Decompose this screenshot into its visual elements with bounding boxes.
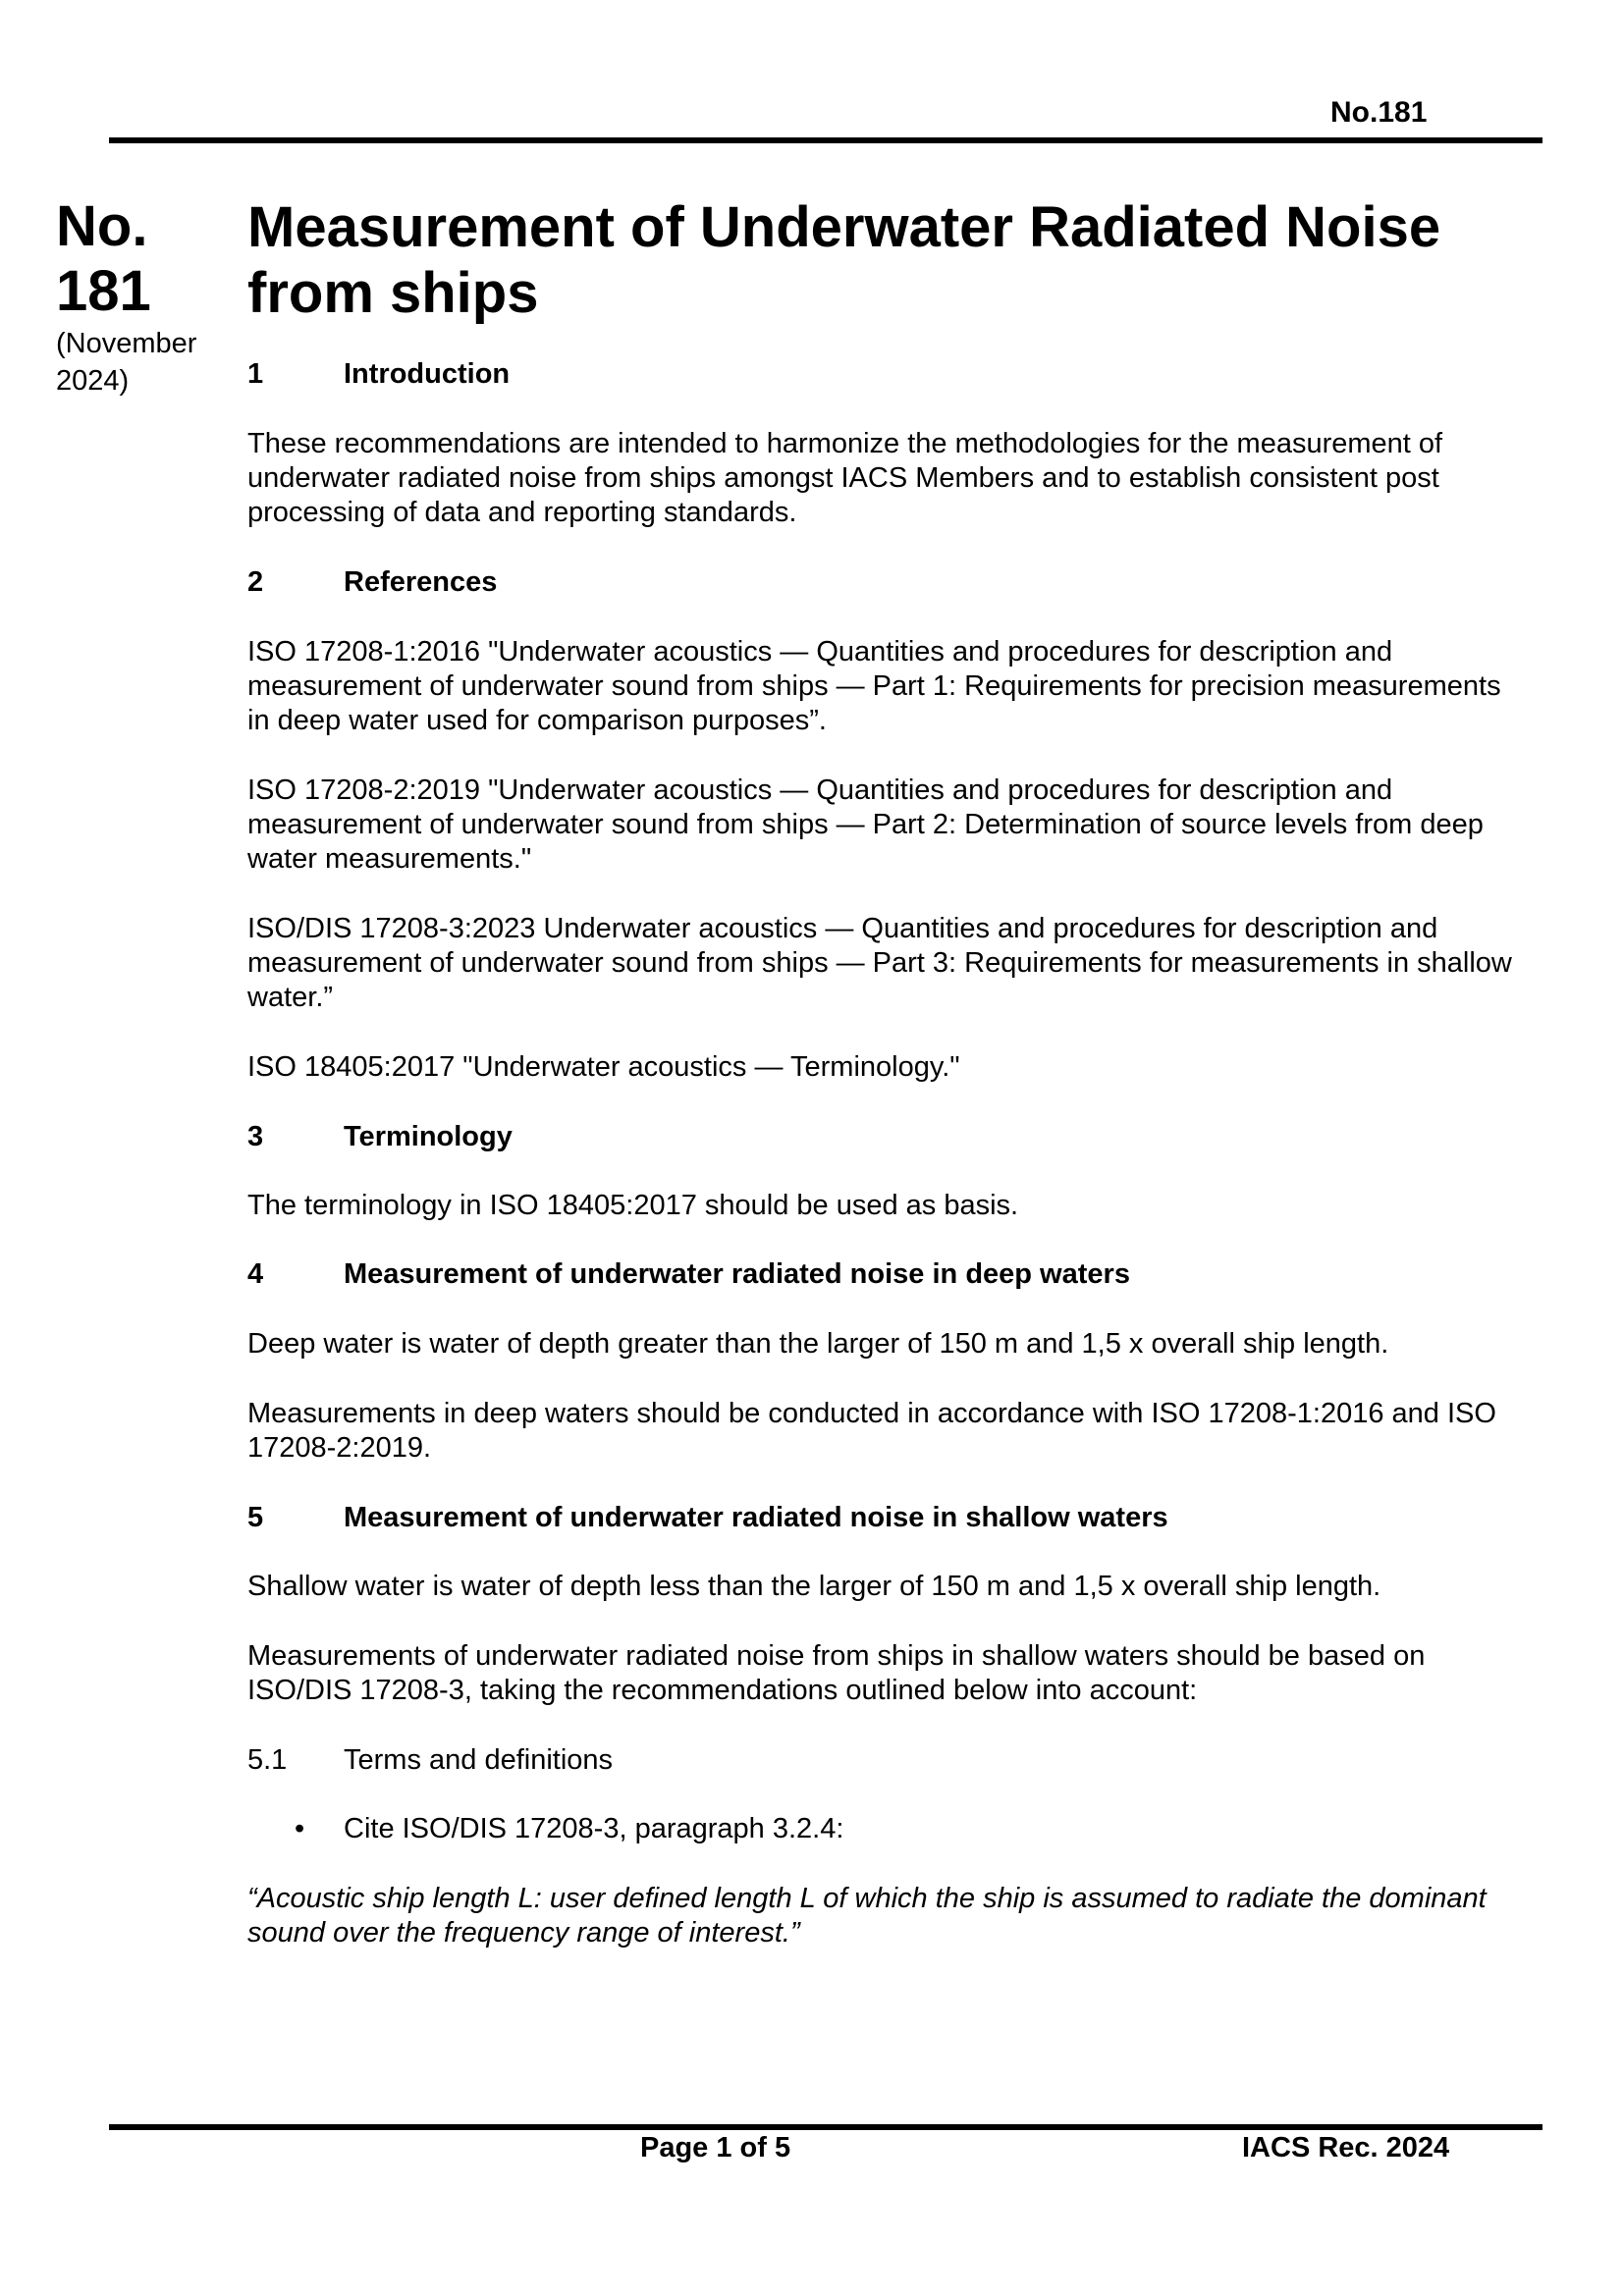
terminology-paragraph: The terminology in ISO 18405:2017 should be used as basis. [247,1190,1019,1221]
shallow-water-definition: Shallow water is water of depth less than the larger of 150 m and 1,5 x overall ship length. [247,1571,1381,1602]
reference-item: ISO/DIS 17208-3:2023 Underwater acoustics — Quantities and procedures for description and measurement of underwater sound from ships — Part 3: Requirements for measurements in shallow water.” [247,913,1512,1013]
section-title: Introduction [344,358,511,390]
deep-water-measurement: Measurements in deep waters should be conducted in accordance with ISO 17208-1:2016 and ISO 17208-2:2019. [247,1398,1496,1464]
sidebar-date-year: 2024) [56,365,130,397]
page-number: Page 1 of 5 [640,2132,791,2163]
section-1-heading [247,357,1514,392]
bullet-mark: • [295,1813,305,1844]
footer-rec-label: IACS Rec. 2024 [1242,2132,1450,2163]
document-title: Measurement of Underwater Radiated Noise from ships [247,195,1441,325]
definition-quote: “Acoustic ship length L: user defined length L of which the ship is assumed to radiate the dominant sound over the frequency range of interest.” [247,1883,1487,1949]
sidebar-rec-number [56,194,196,399]
header-rule [109,137,1542,143]
footer-rule [109,2124,1542,2130]
reference-item: ISO 17208-2:2019 "Underwater acoustics — Quantities and procedures for description and measurement of underwater sound from ships — Part 2: Determination of source levels from deep water measurements." [247,774,1484,875]
section-2-heading [247,565,1514,600]
section-4-heading [247,1257,1514,1292]
sidebar-no: No. [56,194,148,258]
subsection-title: Terms and definitions [344,1744,614,1776]
header-number: No.181 [1330,96,1428,129]
intro-paragraph: These recommendations are intended to harmonize the methodologies for the measurement of underwater radiated noise from ships amongst IACS Members and to establish consistent post processing of data and reporting standards. [247,428,1443,528]
reference-item: ISO 18405:2017 "Underwater acoustics — Terminology." [247,1051,960,1083]
section-title: Measurement of underwater radiated noise in deep waters [344,1258,1130,1290]
deep-water-definition: Deep water is water of depth greater than the larger of 150 m and 1,5 x overall ship length. [247,1328,1389,1360]
section-5-heading [247,1501,1514,1535]
section-title: Measurement of underwater radiated noise in shallow waters [344,1502,1168,1533]
section-number: 4 [247,1258,264,1290]
section-number: 2 [247,566,264,598]
reference-item: ISO 17208-1:2016 "Underwater acoustics — Quantities and procedures for description and measurement of underwater sound from ships — Part 1: Requirements for precision measurements in deep water used for comparison purposes”. [247,636,1501,736]
subsection-5-1-heading [247,1743,1514,1778]
subsection-number: 5.1 [247,1744,288,1776]
bullet-item [295,1812,1512,1846]
section-title: References [344,566,498,598]
shallow-water-measurement: Measurements of underwater radiated noise from ships in shallow waters should be based on ISO/DIS 17208-3, taking the recommendations outlined below into account: [247,1640,1426,1706]
section-number: 3 [247,1121,264,1152]
sidebar-number: 181 [56,259,151,323]
sidebar-date-month: (November [56,328,197,359]
section-number: 1 [247,358,264,390]
section-3-heading [247,1120,1514,1154]
section-number: 5 [247,1502,264,1533]
bullet-text: Cite ISO/DIS 17208-3, paragraph 3.2.4: [344,1813,844,1844]
section-title: Terminology [344,1121,513,1152]
